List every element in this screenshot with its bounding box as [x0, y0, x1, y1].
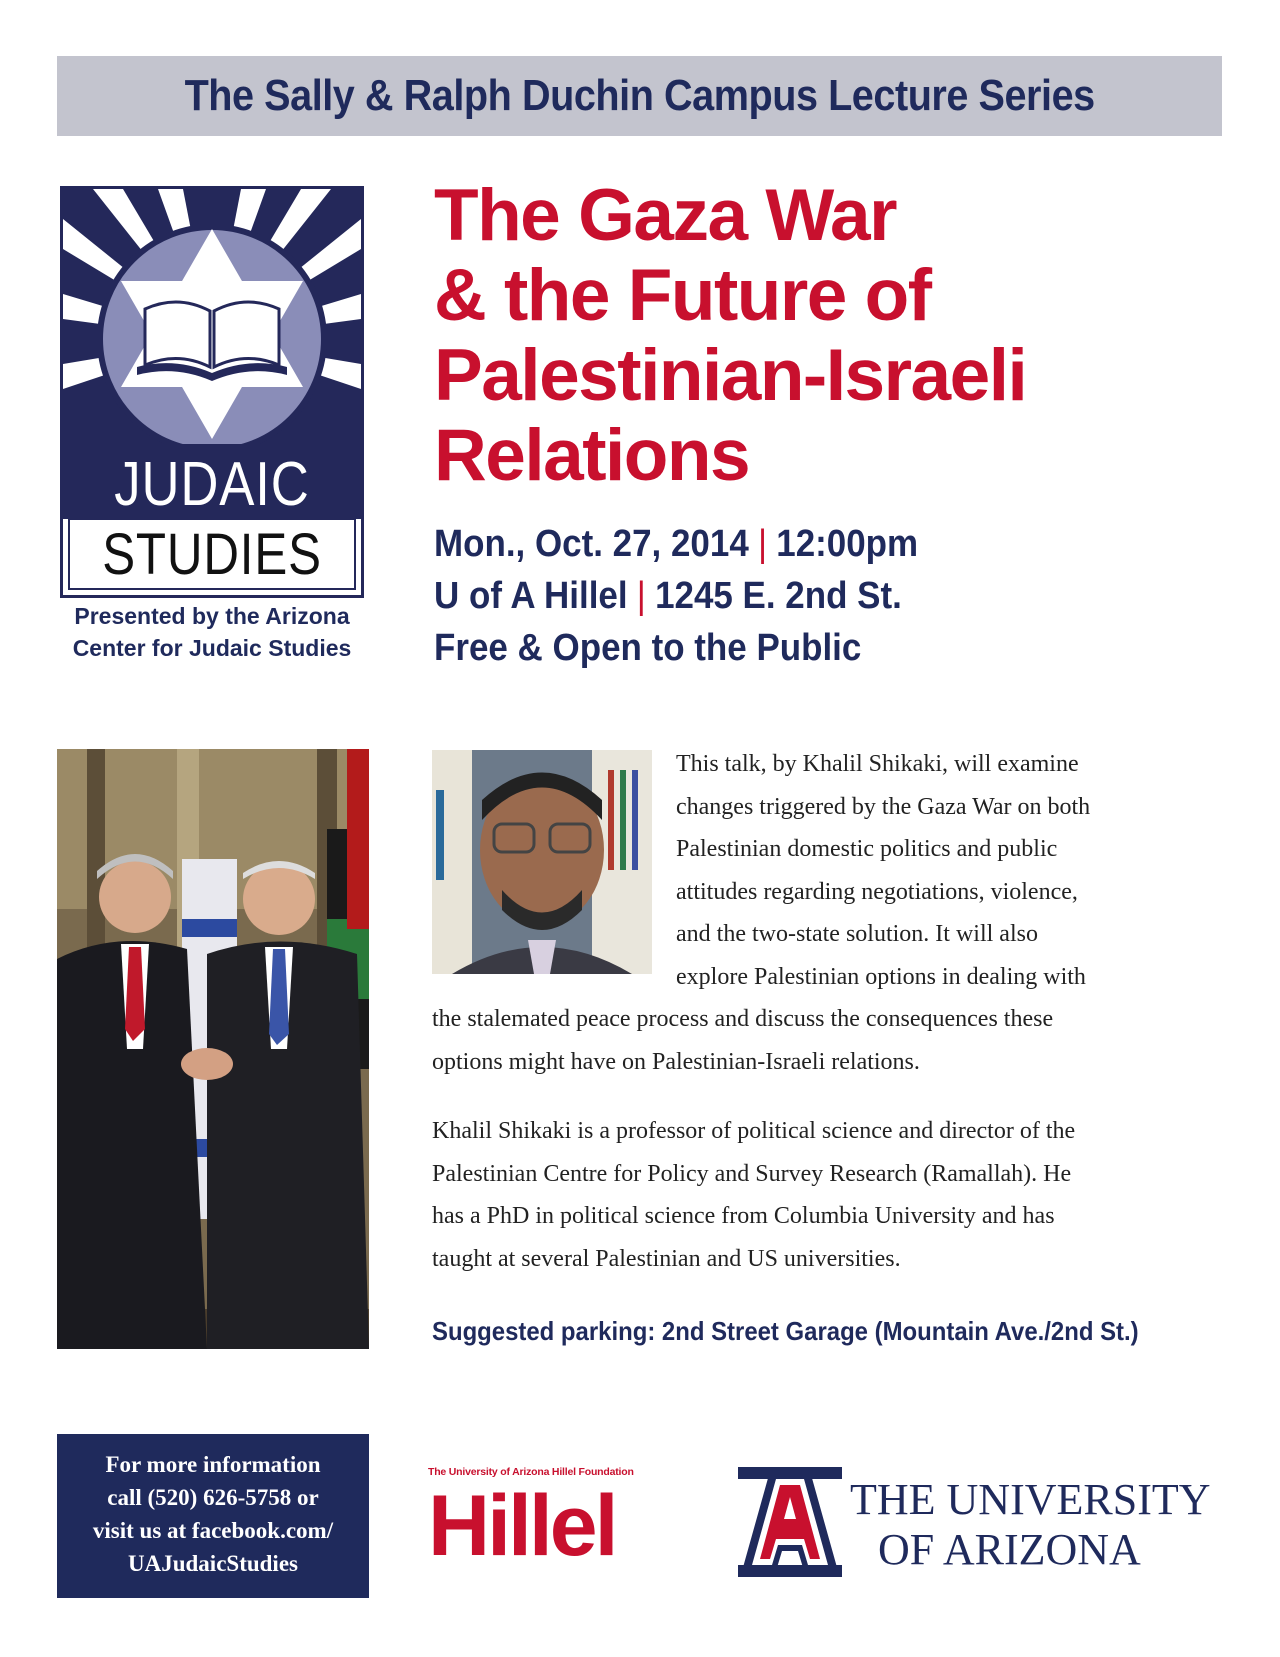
event-admission: Free & Open to the Public — [434, 627, 862, 669]
event-address: 1245 E. 2nd St. — [655, 575, 902, 617]
speaker-bio — [432, 1110, 1232, 1280]
university-line: THE UNIVERSITY — [850, 1475, 1211, 1524]
title-line: The Gaza War — [434, 175, 897, 256]
bio-line: Khalil Shikaki is a professor of political science and director of the — [432, 1118, 1076, 1144]
event-details — [434, 518, 1214, 674]
title-line: Relations — [434, 415, 750, 496]
separator: | — [757, 523, 768, 565]
title-line: Palestinian-Israeli — [434, 335, 1027, 416]
description-line: the stalemated peace process and discuss the consequences these — [432, 1006, 1054, 1032]
info-line: visit us at facebook.com/ — [92, 1518, 334, 1543]
parking-note: Suggested parking: 2nd Street Garage (Mountain Ave./2nd St.) — [432, 1316, 1139, 1346]
presenter-credit — [60, 600, 364, 664]
university-line: OF ARIZONA — [878, 1525, 1141, 1574]
leaders-handshake-photo — [57, 749, 369, 1349]
info-line: For more information — [105, 1452, 321, 1477]
logo-word-judaic: JUDAIC — [114, 450, 310, 519]
university-of-arizona-logo — [738, 1467, 1211, 1577]
bio-line: taught at several Palestinian and US universities. — [432, 1245, 901, 1272]
title-line: & the Future of — [434, 255, 931, 336]
description-line: changes triggered by the Gaza War on both — [676, 793, 1091, 820]
description-line: Palestinian domestic politics and public — [676, 836, 1058, 862]
bio-line: Palestinian Centre for Policy and Survey Research (Ramallah). He — [432, 1160, 1072, 1187]
description-text-wrapped — [676, 743, 1236, 998]
series-banner — [57, 56, 1222, 136]
block-a-icon — [738, 1467, 842, 1577]
hillel-tagline: The University of Arizona Hillel Foundation — [428, 1466, 634, 1478]
separator: | — [636, 575, 646, 617]
hillel-logo — [428, 1466, 688, 1576]
event-title — [434, 176, 1234, 496]
description-line: attitudes regarding negotiations, violence, — [676, 878, 1078, 905]
series-title: The Sally & Ralph Duchin Campus Lecture Series — [184, 71, 1095, 120]
description-line: options might have on Palestinian-Israeli relations. — [432, 1048, 920, 1075]
description-line: This talk, by Khalil Shikaki, will examine — [676, 751, 1079, 777]
hillel-wordmark: Hillel — [428, 1478, 616, 1574]
description-line: explore Palestinian options in dealing with — [676, 963, 1086, 990]
description-line: and the two-state solution. It will also — [676, 921, 1038, 947]
presenter-line: Center for Judaic Studies — [72, 635, 352, 661]
contact-info-box — [57, 1434, 369, 1598]
event-date: Mon., Oct. 27, 2014 — [434, 523, 749, 565]
university-name — [850, 1475, 1211, 1575]
info-line: call (520) 626-5758 or — [107, 1485, 319, 1510]
event-venue: U of A Hillel — [434, 575, 628, 617]
description-text-full — [432, 998, 1232, 1083]
speaker-photo — [432, 750, 652, 974]
judaic-studies-logo — [60, 186, 364, 598]
event-time: 12:00pm — [776, 523, 919, 565]
logo-word-studies: STUDIES — [102, 522, 322, 587]
presenter-line: Presented by the Arizona — [74, 603, 350, 629]
bio-line: has a PhD in political science from Columbia University and has — [432, 1203, 1055, 1229]
info-line: UAJudaicStudies — [128, 1551, 298, 1576]
